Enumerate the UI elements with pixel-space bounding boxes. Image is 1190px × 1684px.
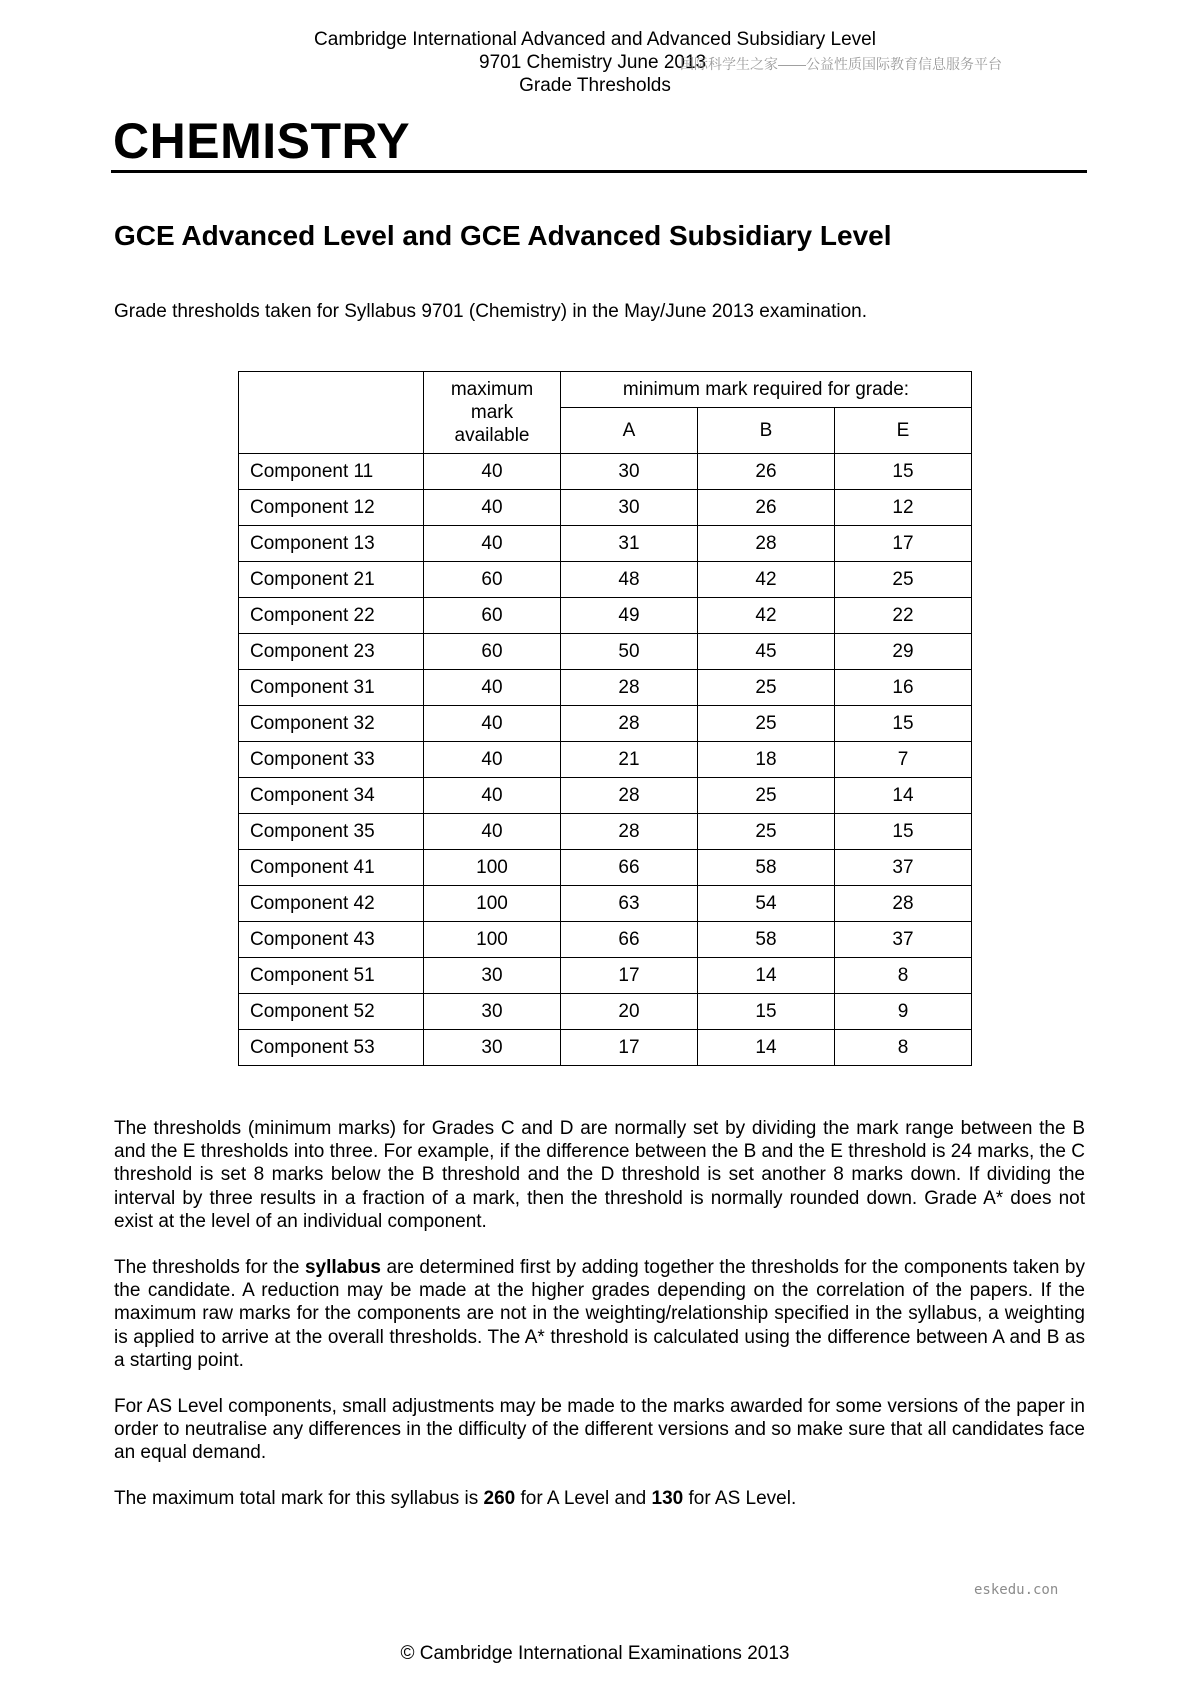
component-cell: Component 52 (239, 994, 424, 1030)
max-mark-cell: 60 (424, 634, 561, 670)
max-header-line: mark (470, 402, 514, 423)
header-line-1: Cambridge International Advanced and Advanced Subsidiary Level (314, 29, 876, 50)
grade-b-cell: 26 (698, 490, 835, 526)
table-row (239, 706, 972, 742)
paragraph-grade-cd: The thresholds (minimum marks) for Grades C and D are normally set by dividing the mark range between the B and the E thresholds into three. For example, if the difference between the B and the E threshold is 24 marks, the C threshold is set 8 marks below the B threshold and the D threshold is set another 8 marks down. If dividing the interval by three results in a fraction of a mark, then the threshold is normally rounded down. Grade A* does not exist at the level of an individual component. (114, 1118, 1085, 1232)
max-mark-header (424, 372, 561, 454)
component-cell: Component 34 (239, 778, 424, 814)
component-cell: Component 13 (239, 526, 424, 562)
max-mark-cell: 40 (424, 742, 561, 778)
component-header-cell (239, 372, 424, 454)
grade-e-cell: 16 (835, 670, 972, 706)
grade-e-cell: 17 (835, 526, 972, 562)
grade-e-cell: 37 (835, 850, 972, 886)
grade-a-cell: 28 (561, 670, 698, 706)
p2-text-start: The thresholds for the (114, 1257, 305, 1278)
level-title: GCE Advanced Level and GCE Advanced Subsidiary Level (114, 220, 892, 251)
component-cell: Component 53 (239, 1030, 424, 1066)
site-watermark: eskedu.con (974, 1582, 1059, 1598)
table-row (239, 958, 972, 994)
grade-e-cell: 15 (835, 454, 972, 490)
max-header-line: available (454, 425, 530, 446)
grade-e-cell: 28 (835, 886, 972, 922)
grade-b-cell: 18 (698, 742, 835, 778)
footer-copyright: © Cambridge International Examinations 2013 (400, 1643, 790, 1664)
grade-b-cell: 26 (698, 454, 835, 490)
component-cell: Component 11 (239, 454, 424, 490)
grade-a-cell: 30 (561, 454, 698, 490)
table-body (239, 454, 972, 1066)
grade-b-cell: 25 (698, 706, 835, 742)
paragraph-max-total (114, 1487, 1085, 1510)
max-mark-cell: 40 (424, 706, 561, 742)
table-row (239, 994, 972, 1030)
grade-e-cell: 15 (835, 814, 972, 850)
grade-b-cell: 42 (698, 562, 835, 598)
component-cell: Component 32 (239, 706, 424, 742)
grade-b-cell: 45 (698, 634, 835, 670)
max-mark-cell: 100 (424, 850, 561, 886)
grade-a-cell: 66 (561, 922, 698, 958)
table-row (239, 922, 972, 958)
grade-b-cell: 14 (698, 958, 835, 994)
p4-as-level-total: 130 (651, 1488, 684, 1509)
grade-a-cell: 49 (561, 598, 698, 634)
grade-a-cell: 30 (561, 490, 698, 526)
grade-e-cell: 25 (835, 562, 972, 598)
grade-a-cell: 20 (561, 994, 698, 1030)
p4-text-end: for AS Level. (683, 1488, 797, 1509)
p2-text-end: are determined first by adding together the thresholds for the components taken by the candidate. A reduction may be made at the higher grades depending on the correlation of the papers. If the maximum raw marks for the components are not in the weighting/relationship specified in the syllabus, a weighting is applied to arrive at the overall thresholds. The A* threshold is calculated using the difference between A and B as a starting point. (114, 1257, 1085, 1371)
grade-e-cell: 9 (835, 994, 972, 1030)
grade-a-cell: 21 (561, 742, 698, 778)
table-row (239, 850, 972, 886)
component-cell: Component 31 (239, 670, 424, 706)
grade-e-cell: 7 (835, 742, 972, 778)
grade-e-cell: 8 (835, 1030, 972, 1066)
grade-b-cell: 25 (698, 814, 835, 850)
paragraph-syllabus-thresholds (114, 1256, 1085, 1372)
title-rule (111, 170, 1087, 173)
table-row (239, 670, 972, 706)
grade-b-cell: 25 (698, 670, 835, 706)
component-cell: Component 41 (239, 850, 424, 886)
grade-threshold-table (238, 371, 972, 1066)
grade-a-cell: 28 (561, 814, 698, 850)
grade-b-cell: 42 (698, 598, 835, 634)
max-mark-cell: 40 (424, 814, 561, 850)
max-mark-cell: 60 (424, 562, 561, 598)
grade-a-cell: 66 (561, 850, 698, 886)
component-cell: Component 21 (239, 562, 424, 598)
p2-bold-syllabus: syllabus (304, 1257, 381, 1278)
header-line-2: 9701 Chemistry June 2013 (479, 52, 707, 73)
grade-e-cell: 29 (835, 634, 972, 670)
grade-e-cell: 37 (835, 922, 972, 958)
max-mark-cell: 40 (424, 454, 561, 490)
grade-a-cell: 48 (561, 562, 698, 598)
grade-e-cell: 12 (835, 490, 972, 526)
grade-a-cell: 50 (561, 634, 698, 670)
grade-b-cell: 54 (698, 886, 835, 922)
header-line-3: Grade Thresholds (519, 75, 671, 96)
max-mark-cell: 30 (424, 994, 561, 1030)
watermark: 国际科学生之家——公益性质国际教育信息服务平台 (680, 56, 1002, 72)
table-row (239, 562, 972, 598)
table-row (239, 634, 972, 670)
component-cell: Component 33 (239, 742, 424, 778)
component-cell: Component 23 (239, 634, 424, 670)
grade-a-cell: 28 (561, 778, 698, 814)
component-cell: Component 43 (239, 922, 424, 958)
max-mark-cell: 60 (424, 598, 561, 634)
max-mark-cell: 100 (424, 922, 561, 958)
grade-b-cell: 25 (698, 778, 835, 814)
grade-a-cell: 28 (561, 706, 698, 742)
grade-a-cell: 17 (561, 1030, 698, 1066)
table-row (239, 886, 972, 922)
p4-a-level-total: 260 (483, 1488, 516, 1509)
grade-b-cell: 58 (698, 922, 835, 958)
component-cell: Component 35 (239, 814, 424, 850)
table-row (239, 814, 972, 850)
grade-a-header: A (561, 408, 698, 454)
grade-b-header: B (698, 408, 835, 454)
max-mark-cell: 40 (424, 670, 561, 706)
grade-a-cell: 17 (561, 958, 698, 994)
component-cell: Component 12 (239, 490, 424, 526)
min-mark-header: minimum mark required for grade: (561, 372, 972, 408)
grade-b-cell: 15 (698, 994, 835, 1030)
grade-e-cell: 15 (835, 706, 972, 742)
max-mark-cell: 40 (424, 490, 561, 526)
grade-e-header: E (835, 408, 972, 454)
paragraph-as-adjustments: For AS Level components, small adjustments may be made to the marks awarded for some versions of the paper in order to neutralise any differences in the difficulty of the different versions and so make sure that all candidates face an equal demand. (114, 1396, 1085, 1464)
grade-b-cell: 14 (698, 1030, 835, 1066)
grade-a-cell: 63 (561, 886, 698, 922)
table-row (239, 490, 972, 526)
grade-e-cell: 22 (835, 598, 972, 634)
grade-b-cell: 28 (698, 526, 835, 562)
component-cell: Component 51 (239, 958, 424, 994)
component-cell: Component 42 (239, 886, 424, 922)
component-cell: Component 22 (239, 598, 424, 634)
grade-e-cell: 8 (835, 958, 972, 994)
max-header-line: maximum (450, 379, 534, 400)
max-mark-cell: 100 (424, 886, 561, 922)
intro-text: Grade thresholds taken for Syllabus 9701 (Chemistry) in the May/June 2013 examination. (114, 301, 868, 322)
max-mark-cell: 30 (424, 958, 561, 994)
max-mark-cell: 40 (424, 526, 561, 562)
grade-b-cell: 58 (698, 850, 835, 886)
p4-text-middle: for A Level and (515, 1488, 652, 1509)
p4-text-start: The maximum total mark for this syllabus is (114, 1488, 484, 1509)
grade-e-cell: 14 (835, 778, 972, 814)
table-row (239, 742, 972, 778)
table-row (239, 778, 972, 814)
grade-a-cell: 31 (561, 526, 698, 562)
table-row (239, 454, 972, 490)
subject-title: CHEMISTRY (113, 113, 411, 169)
table-row (239, 598, 972, 634)
max-mark-cell: 30 (424, 1030, 561, 1066)
table-header-row (239, 372, 972, 408)
table-row (239, 526, 972, 562)
max-mark-cell: 40 (424, 778, 561, 814)
table-row (239, 1030, 972, 1066)
